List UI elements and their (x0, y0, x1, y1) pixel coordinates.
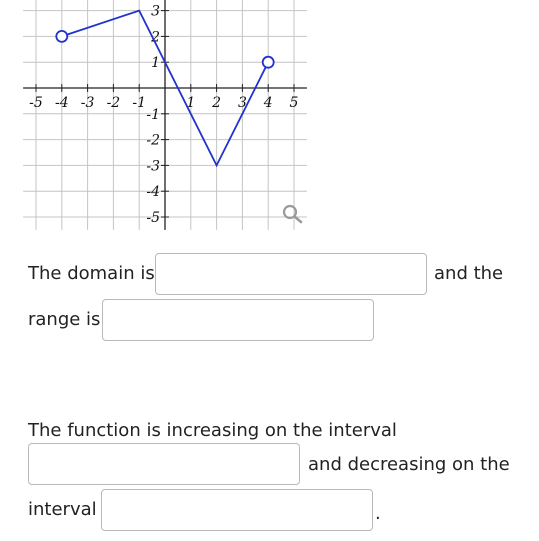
y-tick-label: 3 (151, 3, 160, 20)
x-tick-label: 3 (237, 95, 247, 111)
open-endpoint (56, 31, 67, 42)
decreasing-prompt: and decreasing on the (308, 454, 510, 475)
interval-prompt: interval (28, 499, 97, 520)
x-tick-label: -4 (54, 95, 69, 111)
x-tick-label: 2 (212, 95, 222, 111)
x-tick-label: -1 (132, 95, 147, 111)
y-tick-label: 2 (151, 29, 160, 46)
magnifier-icon[interactable] (284, 206, 301, 222)
y-tick-label: 1 (151, 55, 160, 72)
range-prompt: range is (28, 309, 101, 330)
tick-labels (29, 4, 298, 226)
domain-prompt: The domain is (28, 263, 155, 284)
y-tick-label: -3 (146, 158, 160, 175)
y-tick-label: -5 (146, 210, 160, 226)
y-tick-label: -4 (146, 184, 160, 201)
decreasing-input[interactable] (101, 489, 373, 531)
domain-input[interactable] (155, 253, 427, 295)
range-input[interactable] (102, 299, 374, 341)
x-tick-label: -2 (106, 95, 121, 111)
x-tick-label: -3 (80, 95, 95, 111)
function-graph (0, 0, 539, 232)
y-tick-label: -2 (146, 132, 160, 149)
y-tick-label: -1 (146, 106, 160, 123)
x-tick-label: 5 (289, 95, 299, 111)
x-tick-label: 4 (263, 95, 273, 111)
x-tick-label: -5 (29, 95, 43, 111)
sentence-period: . (375, 503, 381, 524)
increasing-prompt: The function is increasing on the interval (28, 420, 397, 441)
x-tick-label: 1 (186, 95, 196, 111)
increasing-input[interactable] (28, 443, 300, 485)
domain-suffix: and the (434, 263, 504, 284)
open-endpoint (263, 57, 274, 68)
